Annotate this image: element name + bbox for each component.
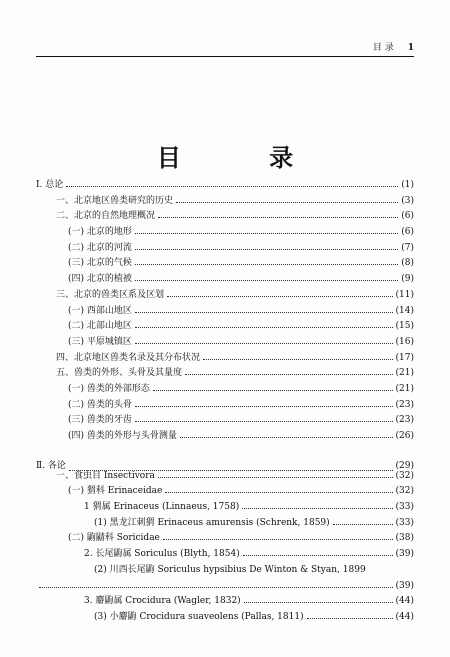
running-head xyxy=(36,40,414,56)
toc-entry xyxy=(36,306,414,322)
toc-entry xyxy=(36,196,414,212)
toc-entry xyxy=(36,243,414,259)
toc-entry-label: (2) 川西长尾鼩 Soriculus hypsibius De Winton & Styan, 1899 xyxy=(94,564,366,575)
toc-entry-label: (1) 黑龙江刺猬 Erinaceus amurensis (Schrenk, 1859) xyxy=(94,517,330,528)
toc-entry xyxy=(36,258,414,274)
page-number: 1 xyxy=(407,43,414,53)
toc-entry-page: (15) xyxy=(395,321,414,332)
toc-entry-label: Ⅰ. 总论 xyxy=(36,180,64,190)
toc-entry-page: (6) xyxy=(401,227,414,238)
toc-entry-page: (21) xyxy=(395,368,414,379)
toc-entry-label: 一、北京地区兽类研究的历史 xyxy=(56,195,174,206)
toc-entry-label: 四、北京地区兽类名录及其分布状况 xyxy=(56,352,201,363)
toc-entry xyxy=(36,502,414,518)
toc-entry-page: (33) xyxy=(395,502,414,513)
toc-entry-page: (3) xyxy=(401,195,414,206)
toc-entry xyxy=(36,211,414,227)
toc-entry xyxy=(36,533,414,549)
toc-entry-label: 2. 长尾鼩属 Soriculus (Blyth, 1854) xyxy=(84,549,240,560)
toc-entry-label: (三) 平原城镇区 xyxy=(68,336,132,347)
leader-dots xyxy=(180,431,393,438)
toc-entry-page: (16) xyxy=(395,336,414,347)
toc-entry-page: (38) xyxy=(395,533,414,544)
toc-entry-label: 二、北京的自然地理概况 xyxy=(56,211,156,222)
toc-entry-page: (44) xyxy=(395,596,414,607)
toc-entry xyxy=(36,384,414,400)
toc-entry-label: (二) 鼩鼱科 Soricidae xyxy=(68,533,160,544)
leader-dots xyxy=(244,596,393,603)
toc-entry-label: 一、食虫目 Insectivora xyxy=(56,470,155,481)
toc-entry-page: (39) xyxy=(395,549,414,560)
toc-entry xyxy=(36,227,414,243)
toc-entry-label: (二) 北京的河流 xyxy=(68,242,132,253)
toc-entry-page: (29) xyxy=(395,460,414,471)
toc-entry xyxy=(36,549,414,565)
toc-entry-label: Ⅱ. 各论 xyxy=(36,460,66,471)
toc-entry-label: (3) 小麝鼩 Crocidura suaveolens (Pallas, 1811) xyxy=(94,611,304,622)
leader-dots xyxy=(39,581,393,588)
toc-entry-page: (17) xyxy=(395,352,414,363)
toc-entry xyxy=(36,518,414,534)
toc-entry-page: (6) xyxy=(401,211,414,222)
leader-dots xyxy=(243,549,393,556)
toc-entry xyxy=(36,368,414,384)
toc-entry-page: (9) xyxy=(401,274,414,285)
toc-entry-label: 3. 麝鼩属 Crocidura (Wagler, 1832) xyxy=(84,596,241,607)
toc-entry xyxy=(36,486,414,502)
leader-dots xyxy=(165,486,392,493)
leader-dots xyxy=(135,274,398,281)
leader-dots xyxy=(158,211,398,218)
toc-entry xyxy=(36,596,414,612)
leader-dots xyxy=(167,290,393,297)
toc-entry-page: (32) xyxy=(395,470,414,481)
header-rule xyxy=(36,56,414,57)
toc-entry-label: (一) 北京的地形 xyxy=(68,227,132,238)
running-head-title: 目 录 xyxy=(372,43,394,53)
toc-entry-label: (二) 兽类的头骨 xyxy=(68,399,132,410)
toc-entry-page: (23) xyxy=(395,399,414,410)
toc-entry-label: (一) 西部山地区 xyxy=(68,305,132,316)
toc-entry-page: (39) xyxy=(395,580,414,591)
toc-entry-page: (11) xyxy=(395,289,414,300)
toc-entry-page: (23) xyxy=(395,415,414,426)
toc-entry-label: (四) 北京的植被 xyxy=(68,274,132,285)
toc-entry-label: 1 猬属 Erinaceus (Linnaeus, 1758) xyxy=(84,502,240,513)
toc-entry xyxy=(36,353,414,369)
leader-dots xyxy=(135,321,393,328)
leader-dots xyxy=(203,353,393,360)
leader-dots xyxy=(135,306,393,313)
toc-entry-page: (14) xyxy=(395,305,414,316)
leader-dots xyxy=(135,258,398,265)
table-of-contents xyxy=(36,180,414,628)
leader-dots xyxy=(135,227,398,234)
leader-dots xyxy=(333,518,393,525)
toc-entry xyxy=(36,431,414,447)
toc-entry xyxy=(36,565,414,581)
toc-entry xyxy=(36,447,414,471)
toc-entry-page: (7) xyxy=(401,242,414,253)
leader-dots xyxy=(158,471,393,478)
toc-entry xyxy=(36,415,414,431)
toc-entry-page: (26) xyxy=(395,431,414,441)
toc-entry-label: (三) 兽类的牙齿 xyxy=(68,415,132,426)
toc-entry-page: (21) xyxy=(395,383,414,394)
toc-entry xyxy=(36,337,414,353)
toc-entry xyxy=(36,471,414,487)
toc-entry-page: (8) xyxy=(401,258,414,269)
toc-entry-page: (1) xyxy=(401,180,414,190)
leader-dots xyxy=(135,400,393,407)
toc-entry xyxy=(36,612,414,628)
toc-entry xyxy=(36,400,414,416)
toc-entry-label: (一) 猬科 Erinaceidae xyxy=(68,486,163,497)
toc-entry-label: 三、北京的兽类区系及区划 xyxy=(56,289,165,300)
leader-dots xyxy=(242,502,392,509)
leader-dots xyxy=(153,384,393,391)
toc-entry xyxy=(36,581,414,597)
toc-entry-label: (三) 北京的气候 xyxy=(68,258,132,269)
toc-entry-label: (四) 兽类的外形与头骨测量 xyxy=(68,431,177,441)
leader-dots xyxy=(135,415,393,422)
leader-dots xyxy=(307,612,393,619)
toc-entry xyxy=(36,180,414,196)
toc-entry-page: (44) xyxy=(395,611,414,622)
toc-entry-label: (二) 北部山地区 xyxy=(68,321,132,332)
page-title: 目 录 xyxy=(156,144,334,172)
toc-entry xyxy=(36,274,414,290)
toc-entry xyxy=(36,321,414,337)
leader-dots xyxy=(66,180,398,187)
toc-entry-page: (33) xyxy=(395,517,414,528)
toc-entry-label: (一) 兽类的外部形态 xyxy=(68,383,150,394)
leader-dots xyxy=(69,464,393,471)
leader-dots xyxy=(176,196,398,203)
leader-dots xyxy=(185,368,393,375)
leader-dots xyxy=(163,533,393,540)
toc-entry-label: 五、兽类的外形、头骨及其量度 xyxy=(56,368,183,379)
leader-dots xyxy=(135,337,393,344)
toc-entry-page: (32) xyxy=(395,486,414,497)
leader-dots xyxy=(135,243,398,250)
toc-entry xyxy=(36,290,414,306)
